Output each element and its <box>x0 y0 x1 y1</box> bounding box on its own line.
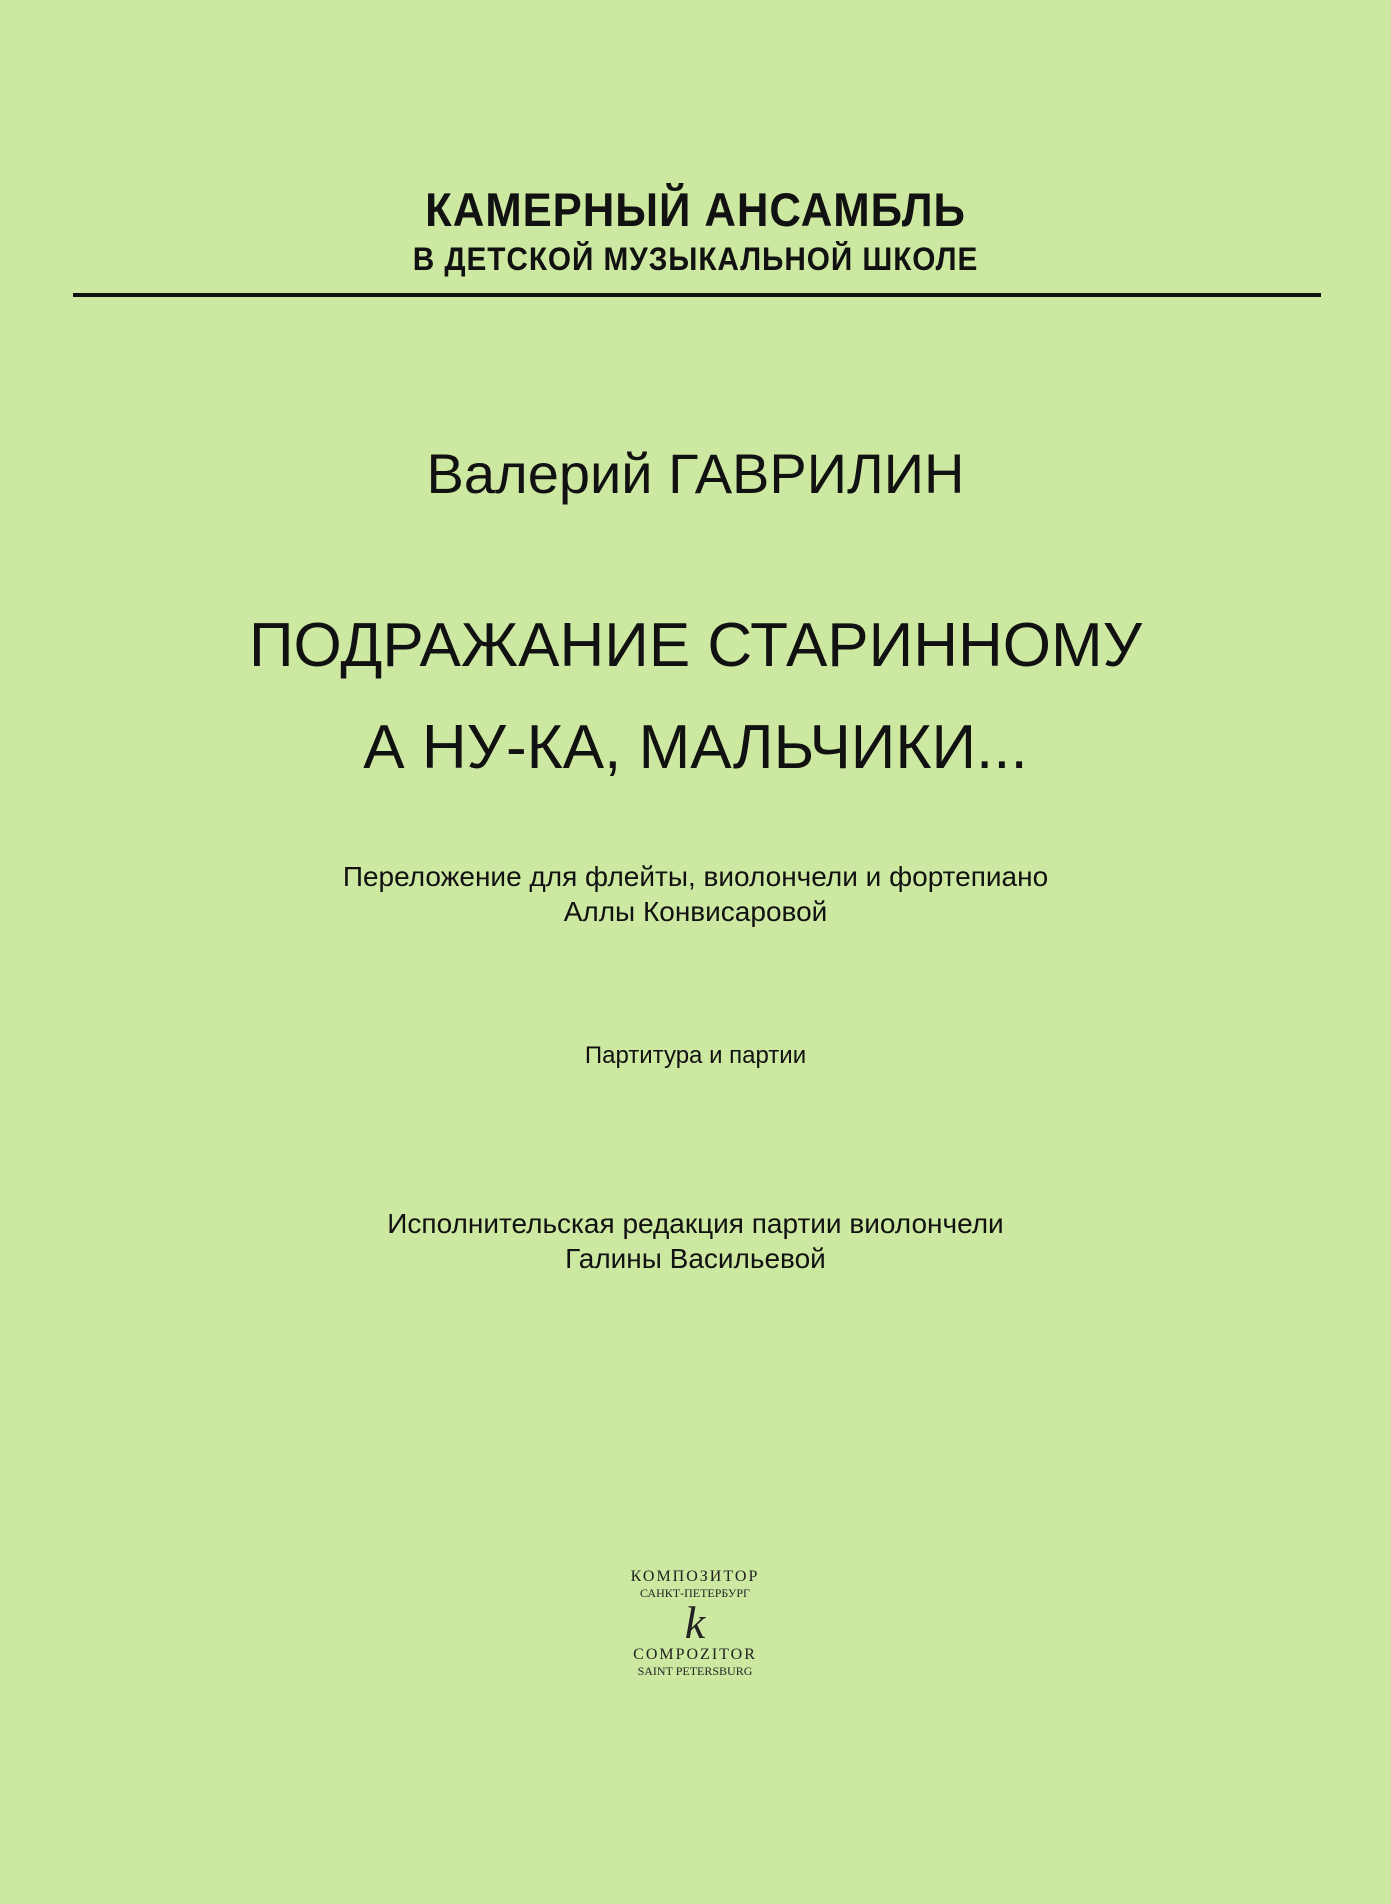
composer-name: Валерий ГАВРИЛИН <box>426 442 965 505</box>
arrangement-line-2: Аллы Конвисаровой <box>563 896 828 927</box>
publisher-name-en: COMPOZITOR <box>633 1646 757 1663</box>
series-subtitle: В ДЕТСКОЙ МУЗЫКАЛЬНОЙ ШКОЛЕ <box>412 241 979 277</box>
publisher-city-en: SAINT PETERSBURG <box>637 1664 753 1678</box>
work-title-2: А НУ-КА, МАЛЬЧИКИ... <box>363 713 1028 782</box>
edition-line-2: Галины Васильевой <box>565 1243 826 1274</box>
publisher-city-ru: САНКТ-ПЕТЕРБУРГ <box>640 1586 750 1600</box>
work-title-1: ПОДРАЖАНИЕ СТАРИННОМУ <box>248 611 1143 680</box>
publisher-mark-icon: k <box>684 1597 706 1648</box>
arrangement-line-1: Переложение для флейты, виолончели и фортепиано <box>342 861 1049 892</box>
publisher-logo <box>595 1568 795 1678</box>
edition-line-1: Исполнительская редакция партии виолончели <box>387 1208 1004 1239</box>
series-title: КАМЕРНЫЙ АНСАМБЛЬ <box>425 183 966 236</box>
publisher-name-ru: КОМПОЗИТОР <box>630 1568 760 1585</box>
score-parts-label: Партитура и партии <box>584 1042 807 1069</box>
horizontal-rule <box>73 293 1321 297</box>
